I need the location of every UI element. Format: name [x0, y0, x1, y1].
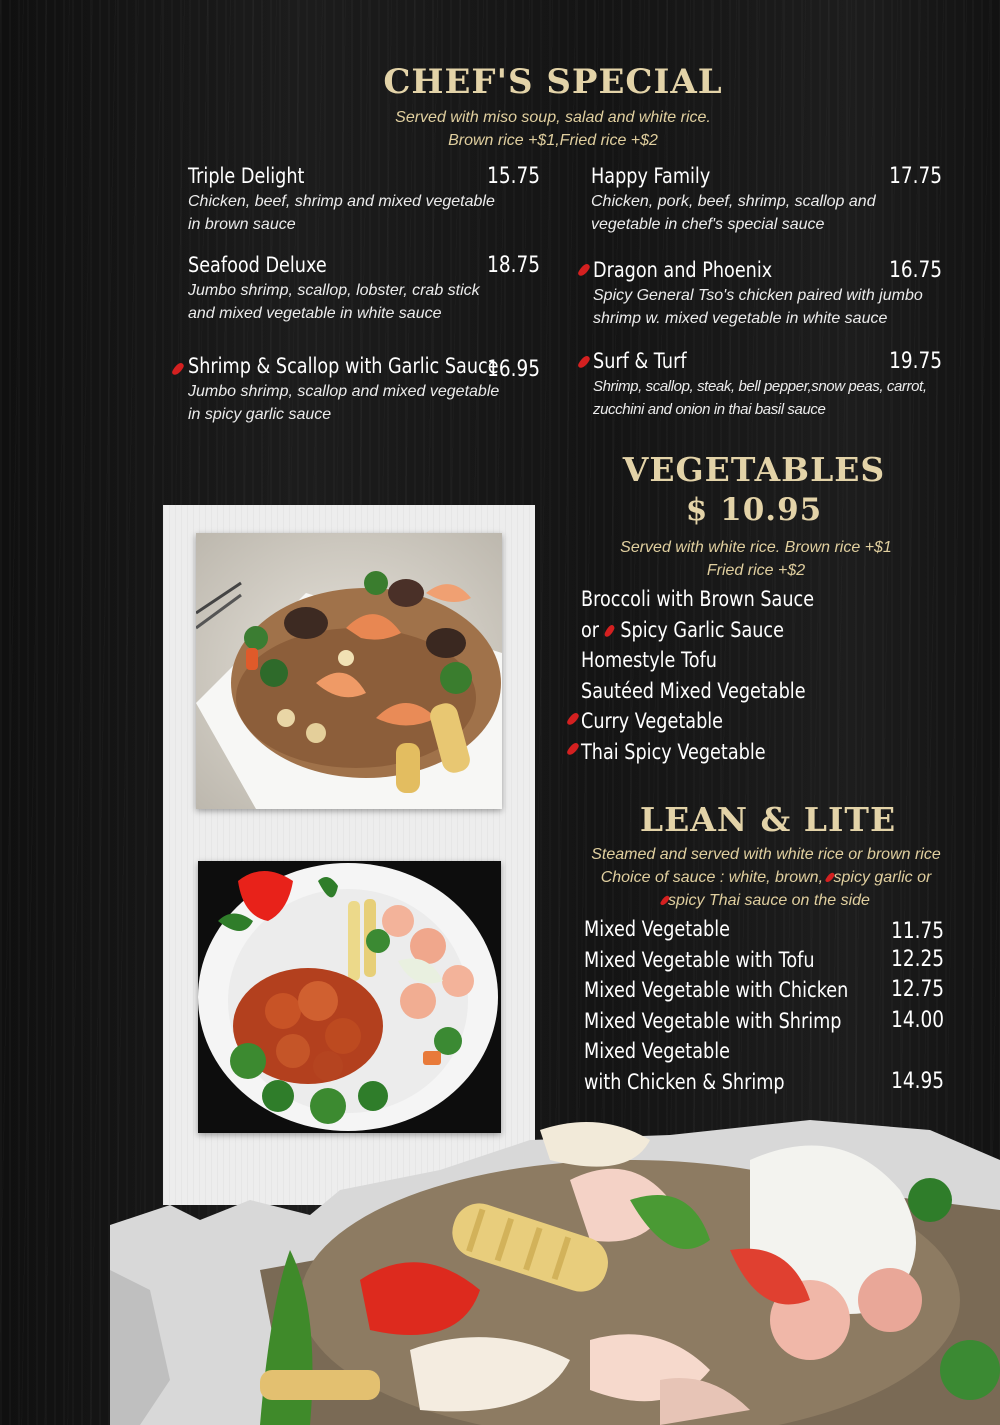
vegetables-list — [581, 584, 859, 767]
list-item: Homestyle Tofu — [581, 648, 717, 672]
item-name: Shrimp & Scallop with Garlic Sauce — [188, 354, 499, 378]
list-item: or Spicy Garlic Sauce — [581, 617, 784, 642]
menu-item-dragon-and-phoenix — [593, 258, 942, 330]
chili-pepper-icon — [566, 741, 580, 757]
menu-item-shrimp-scallop-garlic — [188, 354, 540, 426]
food-photo-dragon-phoenix — [198, 861, 501, 1133]
list-item: Mixed Vegetable — [584, 1039, 730, 1063]
vegetables-subtitle: Served with white rice. Brown rice +$1 Fried rice +$2 — [620, 539, 892, 579]
list-item: Mixed Vegetable with Chicken 12.75 — [584, 977, 944, 1002]
subtitle-line: Brown rice +$1,Fried rice +$2 — [448, 132, 658, 149]
food-photo-seafood-stirfry — [110, 1120, 1000, 1425]
item-description: Spicy General Tso's chicken paired with jumbo shrimp w. mixed vegetable in white sauce — [593, 287, 923, 327]
list-item: Mixed Vegetable 11.75 — [584, 917, 944, 944]
item-name: Dragon and Phoenix — [593, 258, 773, 282]
subtitle-line: Served with miso soup, salad and white rice. — [395, 109, 711, 126]
list-item: Curry Vegetable — [581, 709, 724, 733]
list-item: Broccoli with Brown Sauce — [581, 587, 815, 611]
item-name: Seafood Deluxe — [188, 253, 327, 277]
list-item: with Chicken & Shrimp 14.95 — [584, 1068, 944, 1094]
list-item: Mixed Vegetable with Shrimp 14.00 — [584, 1007, 944, 1033]
chili-pepper-icon — [604, 622, 615, 638]
item-price: 16.95 — [487, 357, 540, 382]
lean-lite-title: LEAN & LITE — [639, 800, 897, 839]
food-photo-shrimp-stirfry — [196, 533, 502, 809]
item-description: Jumbo shrimp, scallop, lobster, crab stick and mixed vegetable in white sauce — [188, 282, 480, 322]
item-price: 15.75 — [487, 164, 540, 189]
menu-item-seafood-deluxe — [188, 253, 540, 325]
lean-lite-subtitle: Steamed and served with white rice or brown rice Choice of sauce : white, brown, spicy garlic or spicy Thai sauce on the side — [591, 846, 941, 909]
list-item: Sautéed Mixed Vegetable — [581, 678, 806, 703]
vegetables-title: VEGETABLES — [622, 450, 886, 489]
item-price: 17.75 — [889, 164, 942, 189]
chili-pepper-icon — [171, 361, 185, 377]
item-name: Triple Delight — [188, 164, 305, 188]
item-price: 16.75 — [889, 258, 942, 283]
item-description: Chicken, pork, beef, shrimp, scallop and vegetable in chef's special sauce — [591, 193, 876, 233]
vegetables-price: $ 10.95 — [685, 492, 823, 528]
item-name: Surf & Turf — [593, 349, 687, 373]
menu-item-surf-and-turf — [593, 349, 942, 421]
chili-pepper-icon — [577, 354, 591, 370]
chili-pepper-icon — [577, 262, 591, 278]
item-price: 19.75 — [889, 349, 942, 374]
chefs-special-title: CHEF'S SPECIAL — [383, 62, 723, 102]
menu-item-triple-delight — [188, 164, 540, 236]
item-description: Jumbo shrimp, scallop and mixed vegetable in spicy garlic sauce — [188, 383, 500, 423]
lean-lite-list — [584, 914, 944, 1097]
item-name: Happy Family — [591, 164, 711, 188]
chili-pepper-icon — [566, 711, 580, 727]
list-item: Mixed Vegetable with Tofu 12.25 — [584, 946, 944, 972]
chefs-special-subtitle — [330, 106, 776, 152]
item-price: 18.75 — [487, 253, 540, 278]
item-description: Shrimp, scallop, steak, bell pepper,snow peas, carrot, zucchini and onion in thai basil sauce — [593, 378, 927, 418]
item-description: Chicken, beef, shrimp and mixed vegetable in brown sauce — [188, 193, 495, 233]
menu-item-happy-family — [591, 164, 942, 236]
list-item: Thai Spicy Vegetable — [581, 739, 766, 764]
